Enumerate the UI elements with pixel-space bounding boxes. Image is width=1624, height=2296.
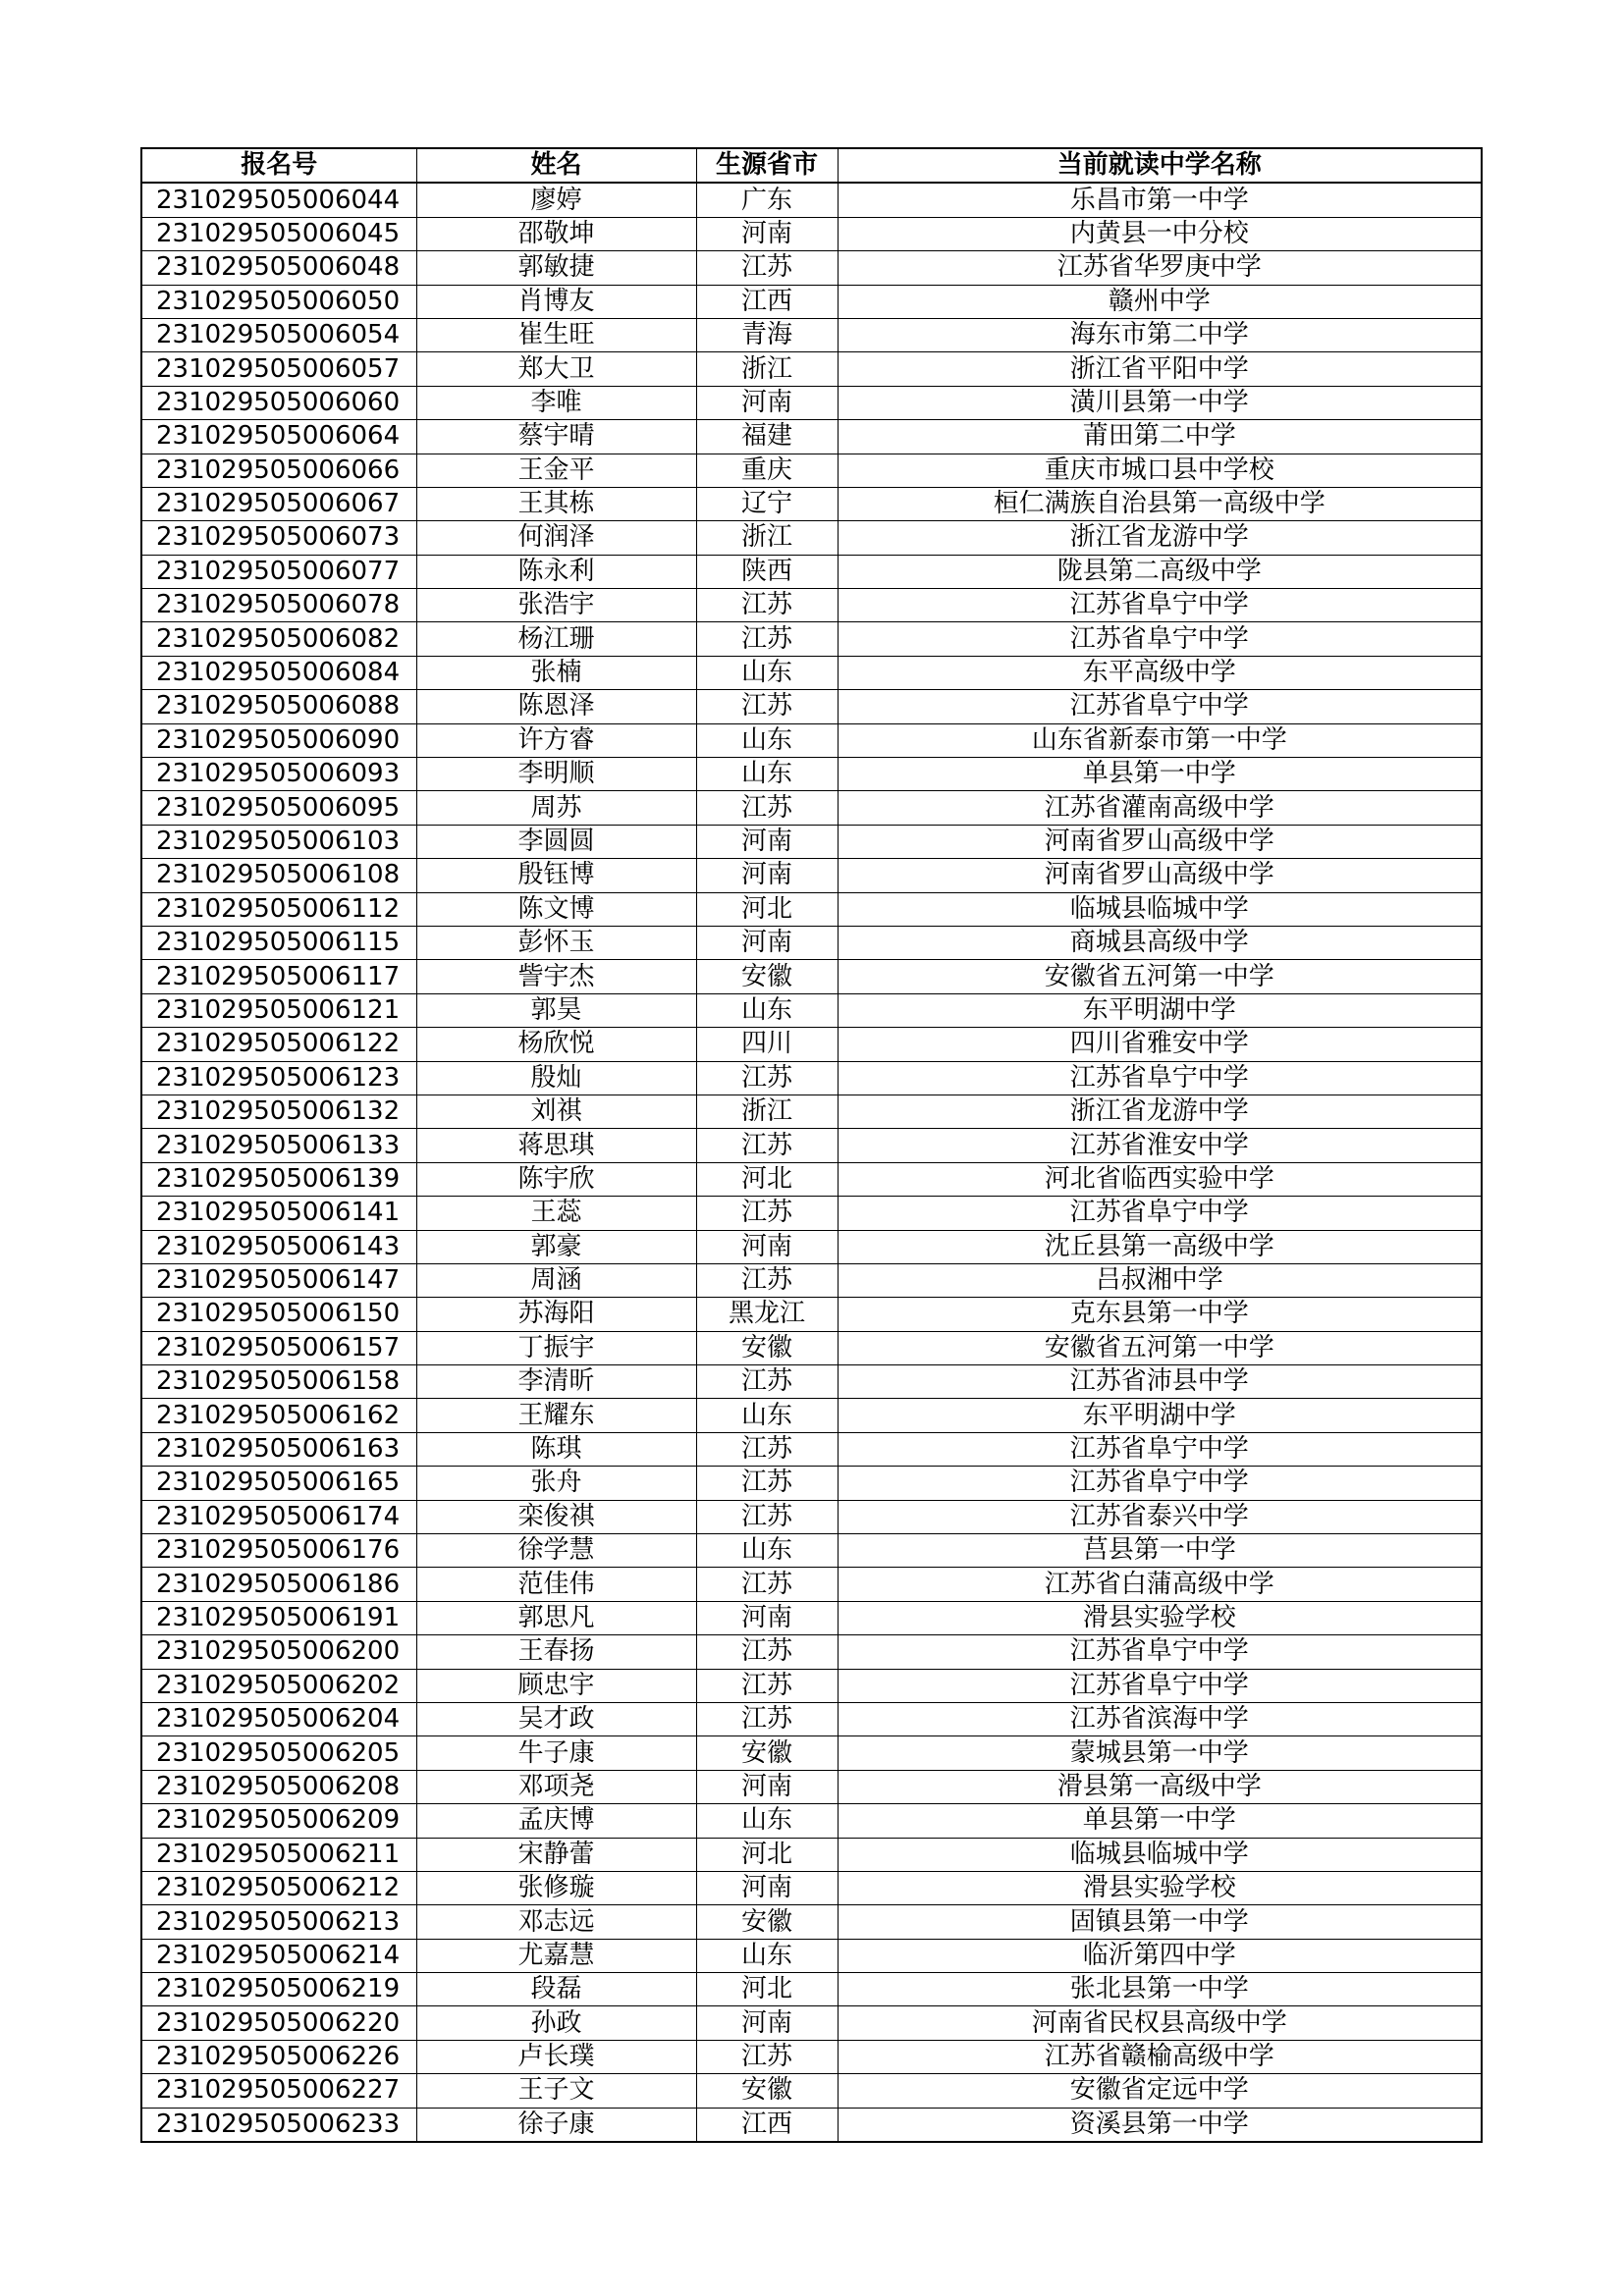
student-name-cell: 殷钰博 bbox=[416, 859, 696, 892]
school-name-cell: 河北省临西实验中学 bbox=[838, 1162, 1482, 1196]
school-name-cell: 临城县临城中学 bbox=[838, 892, 1482, 926]
student-name-cell: 郭思凡 bbox=[416, 1601, 696, 1634]
student-name-cell: 陈琪 bbox=[416, 1432, 696, 1466]
student-name-cell: 訾宇杰 bbox=[416, 960, 696, 993]
school-name-cell: 安徽省五河第一中学 bbox=[838, 960, 1482, 993]
table-row bbox=[141, 454, 1482, 487]
school-name-cell: 滑县实验学校 bbox=[838, 1871, 1482, 1904]
school-name-cell: 浙江省龙游中学 bbox=[838, 1095, 1482, 1128]
registration-number-cell: 231029505006115 bbox=[141, 926, 416, 959]
table-row bbox=[141, 1467, 1482, 1500]
table-row bbox=[141, 2074, 1482, 2108]
table-row bbox=[141, 352, 1482, 386]
student-name-cell: 吴才政 bbox=[416, 1702, 696, 1735]
registration-number-cell: 231029505006202 bbox=[141, 1669, 416, 1702]
table-row bbox=[141, 2040, 1482, 2073]
table-row bbox=[141, 1129, 1482, 1162]
province-cell: 江苏 bbox=[696, 1669, 838, 1702]
province-cell: 江苏 bbox=[696, 2040, 838, 2073]
registration-number-cell: 231029505006048 bbox=[141, 251, 416, 285]
table-row bbox=[141, 926, 1482, 959]
school-name-cell: 潢川县第一中学 bbox=[838, 386, 1482, 419]
province-cell: 山东 bbox=[696, 723, 838, 757]
school-name-cell: 张北县第一中学 bbox=[838, 1973, 1482, 2006]
student-name-cell: 王其栋 bbox=[416, 487, 696, 520]
province-cell: 山东 bbox=[696, 1534, 838, 1568]
school-name-cell: 山东省新泰市第一中学 bbox=[838, 723, 1482, 757]
registration-number-cell: 231029505006174 bbox=[141, 1500, 416, 1533]
province-cell: 江苏 bbox=[696, 1500, 838, 1533]
student-name-cell: 刘祺 bbox=[416, 1095, 696, 1128]
registration-number-cell: 231029505006067 bbox=[141, 487, 416, 520]
province-cell: 浙江 bbox=[696, 521, 838, 555]
province-cell: 河南 bbox=[696, 1871, 838, 1904]
registration-number-cell: 231029505006077 bbox=[141, 555, 416, 588]
province-cell: 江苏 bbox=[696, 622, 838, 656]
student-name-cell: 宋静蕾 bbox=[416, 1838, 696, 1871]
province-cell: 河南 bbox=[696, 2006, 838, 2040]
registration-number-cell: 231029505006213 bbox=[141, 1905, 416, 1939]
school-name-cell: 江苏省灌南高级中学 bbox=[838, 791, 1482, 825]
table-row bbox=[141, 622, 1482, 656]
province-cell: 浙江 bbox=[696, 352, 838, 386]
table-row bbox=[141, 1365, 1482, 1399]
student-name-cell: 徐学慧 bbox=[416, 1534, 696, 1568]
student-name-cell: 尤嘉慧 bbox=[416, 1939, 696, 1972]
table-row bbox=[141, 1028, 1482, 1061]
registration-number-cell: 231029505006165 bbox=[141, 1467, 416, 1500]
registration-number-cell: 231029505006150 bbox=[141, 1298, 416, 1331]
registration-number-cell: 231029505006112 bbox=[141, 892, 416, 926]
school-name-cell: 江苏省赣榆高级中学 bbox=[838, 2040, 1482, 2073]
header-registration-number: 报名号 bbox=[141, 148, 416, 183]
registration-number-cell: 231029505006108 bbox=[141, 859, 416, 892]
province-cell: 重庆 bbox=[696, 454, 838, 487]
registration-number-cell: 231029505006186 bbox=[141, 1568, 416, 1601]
student-name-cell: 肖博友 bbox=[416, 285, 696, 318]
registration-number-cell: 231029505006132 bbox=[141, 1095, 416, 1128]
registration-number-cell: 231029505006204 bbox=[141, 1702, 416, 1735]
province-cell: 辽宁 bbox=[696, 487, 838, 520]
province-cell: 河南 bbox=[696, 825, 838, 858]
student-name-cell: 何润泽 bbox=[416, 521, 696, 555]
table-row bbox=[141, 1669, 1482, 1702]
table-row bbox=[141, 1432, 1482, 1466]
school-name-cell: 浙江省平阳中学 bbox=[838, 352, 1482, 386]
school-name-cell: 赣州中学 bbox=[838, 285, 1482, 318]
student-name-cell: 苏海阳 bbox=[416, 1298, 696, 1331]
province-cell: 山东 bbox=[696, 1939, 838, 1972]
table-row bbox=[141, 2108, 1482, 2142]
student-name-cell: 王子文 bbox=[416, 2074, 696, 2108]
province-cell: 黑龙江 bbox=[696, 1298, 838, 1331]
school-name-cell: 桓仁满族自治县第一高级中学 bbox=[838, 487, 1482, 520]
student-name-cell: 邓项尧 bbox=[416, 1770, 696, 1803]
province-cell: 浙江 bbox=[696, 1095, 838, 1128]
table-row bbox=[141, 825, 1482, 858]
province-cell: 江苏 bbox=[696, 791, 838, 825]
student-name-cell: 王蕊 bbox=[416, 1197, 696, 1230]
student-name-cell: 邵敬坤 bbox=[416, 217, 696, 250]
school-name-cell: 江苏省阜宁中学 bbox=[838, 1669, 1482, 1702]
province-cell: 安徽 bbox=[696, 1736, 838, 1770]
table-row bbox=[141, 1568, 1482, 1601]
registration-number-cell: 231029505006060 bbox=[141, 386, 416, 419]
student-name-cell: 郭昊 bbox=[416, 993, 696, 1027]
table-row bbox=[141, 1061, 1482, 1095]
table-row bbox=[141, 1770, 1482, 1803]
school-name-cell: 河南省罗山高级中学 bbox=[838, 825, 1482, 858]
table-row bbox=[141, 1331, 1482, 1364]
student-name-cell: 李唯 bbox=[416, 386, 696, 419]
school-name-cell: 河南省民权县高级中学 bbox=[838, 2006, 1482, 2040]
school-name-cell: 沈丘县第一高级中学 bbox=[838, 1230, 1482, 1263]
registration-number-cell: 231029505006147 bbox=[141, 1263, 416, 1297]
table-row bbox=[141, 1298, 1482, 1331]
registration-number-cell: 231029505006212 bbox=[141, 1871, 416, 1904]
registration-number-cell: 231029505006121 bbox=[141, 993, 416, 1027]
registration-number-cell: 231029505006219 bbox=[141, 1973, 416, 2006]
registration-number-cell: 231029505006163 bbox=[141, 1432, 416, 1466]
school-name-cell: 资溪县第一中学 bbox=[838, 2108, 1482, 2142]
registration-number-cell: 231029505006211 bbox=[141, 1838, 416, 1871]
school-name-cell: 江苏省阜宁中学 bbox=[838, 1432, 1482, 1466]
table-row bbox=[141, 1230, 1482, 1263]
province-cell: 江苏 bbox=[696, 251, 838, 285]
table-row bbox=[141, 656, 1482, 689]
table-row bbox=[141, 1736, 1482, 1770]
province-cell: 河南 bbox=[696, 859, 838, 892]
table-row bbox=[141, 1197, 1482, 1230]
registration-number-cell: 231029505006090 bbox=[141, 723, 416, 757]
table-row bbox=[141, 993, 1482, 1027]
table-row bbox=[141, 690, 1482, 723]
province-cell: 福建 bbox=[696, 420, 838, 454]
province-cell: 山东 bbox=[696, 758, 838, 791]
registration-number-cell: 231029505006054 bbox=[141, 318, 416, 351]
table-row bbox=[141, 1500, 1482, 1533]
school-name-cell: 江苏省沛县中学 bbox=[838, 1365, 1482, 1399]
student-name-cell: 孟庆博 bbox=[416, 1804, 696, 1838]
registration-number-cell: 231029505006209 bbox=[141, 1804, 416, 1838]
student-name-cell: 丁振宇 bbox=[416, 1331, 696, 1364]
table-row bbox=[141, 251, 1482, 285]
student-name-cell: 崔生旺 bbox=[416, 318, 696, 351]
school-name-cell: 蒙城县第一中学 bbox=[838, 1736, 1482, 1770]
table-row bbox=[141, 555, 1482, 588]
school-name-cell: 东平明湖中学 bbox=[838, 993, 1482, 1027]
registration-number-cell: 231029505006233 bbox=[141, 2108, 416, 2142]
school-name-cell: 莆田第二中学 bbox=[838, 420, 1482, 454]
school-name-cell: 商城县高级中学 bbox=[838, 926, 1482, 959]
province-cell: 河北 bbox=[696, 892, 838, 926]
school-name-cell: 江苏省阜宁中学 bbox=[838, 622, 1482, 656]
province-cell: 河南 bbox=[696, 1770, 838, 1803]
table-row bbox=[141, 420, 1482, 454]
table-row bbox=[141, 1702, 1482, 1735]
table-row bbox=[141, 2006, 1482, 2040]
registration-number-cell: 231029505006143 bbox=[141, 1230, 416, 1263]
school-name-cell: 江苏省阜宁中学 bbox=[838, 589, 1482, 622]
province-cell: 江苏 bbox=[696, 1365, 838, 1399]
school-name-cell: 单县第一中学 bbox=[838, 1804, 1482, 1838]
table-row bbox=[141, 1871, 1482, 1904]
registration-number-cell: 231029505006139 bbox=[141, 1162, 416, 1196]
student-name-cell: 廖婷 bbox=[416, 183, 696, 217]
table-row bbox=[141, 859, 1482, 892]
province-cell: 安徽 bbox=[696, 1905, 838, 1939]
table-row bbox=[141, 183, 1482, 217]
student-name-cell: 栾俊祺 bbox=[416, 1500, 696, 1533]
registration-number-cell: 231029505006073 bbox=[141, 521, 416, 555]
province-cell: 广东 bbox=[696, 183, 838, 217]
student-name-cell: 蔡宇晴 bbox=[416, 420, 696, 454]
registration-number-cell: 231029505006214 bbox=[141, 1939, 416, 1972]
school-name-cell: 浙江省龙游中学 bbox=[838, 521, 1482, 555]
province-cell: 安徽 bbox=[696, 960, 838, 993]
school-name-cell: 江苏省阜宁中学 bbox=[838, 1467, 1482, 1500]
table-row bbox=[141, 1263, 1482, 1297]
student-name-cell: 王耀东 bbox=[416, 1399, 696, 1432]
province-cell: 江苏 bbox=[696, 1702, 838, 1735]
registration-number-cell: 231029505006227 bbox=[141, 2074, 416, 2108]
province-cell: 江苏 bbox=[696, 589, 838, 622]
registration-number-cell: 231029505006095 bbox=[141, 791, 416, 825]
student-name-cell: 彭怀玉 bbox=[416, 926, 696, 959]
table-row bbox=[141, 1162, 1482, 1196]
student-name-cell: 杨欣悦 bbox=[416, 1028, 696, 1061]
province-cell: 江苏 bbox=[696, 1263, 838, 1297]
table-row bbox=[141, 1838, 1482, 1871]
school-name-cell: 江苏省阜宁中学 bbox=[838, 1635, 1482, 1669]
province-cell: 河南 bbox=[696, 217, 838, 250]
student-table bbox=[140, 147, 1483, 2143]
school-name-cell: 固镇县第一中学 bbox=[838, 1905, 1482, 1939]
school-name-cell: 安徽省定远中学 bbox=[838, 2074, 1482, 2108]
table-row bbox=[141, 487, 1482, 520]
student-name-cell: 孙政 bbox=[416, 2006, 696, 2040]
student-name-cell: 周苏 bbox=[416, 791, 696, 825]
province-cell: 青海 bbox=[696, 318, 838, 351]
table-row bbox=[141, 1095, 1482, 1128]
student-name-cell: 陈恩泽 bbox=[416, 690, 696, 723]
student-name-cell: 范佳伟 bbox=[416, 1568, 696, 1601]
header-province: 生源省市 bbox=[696, 148, 838, 183]
table-row bbox=[141, 1534, 1482, 1568]
province-cell: 安徽 bbox=[696, 1331, 838, 1364]
province-cell: 陕西 bbox=[696, 555, 838, 588]
student-name-cell: 李清昕 bbox=[416, 1365, 696, 1399]
school-name-cell: 滑县实验学校 bbox=[838, 1601, 1482, 1634]
province-cell: 河南 bbox=[696, 926, 838, 959]
school-name-cell: 江苏省泰兴中学 bbox=[838, 1500, 1482, 1533]
registration-number-cell: 231029505006158 bbox=[141, 1365, 416, 1399]
school-name-cell: 内黄县一中分校 bbox=[838, 217, 1482, 250]
registration-number-cell: 231029505006066 bbox=[141, 454, 416, 487]
registration-number-cell: 231029505006093 bbox=[141, 758, 416, 791]
school-name-cell: 乐昌市第一中学 bbox=[838, 183, 1482, 217]
table-row bbox=[141, 1973, 1482, 2006]
table-row bbox=[141, 758, 1482, 791]
school-name-cell: 陇县第二高级中学 bbox=[838, 555, 1482, 588]
registration-number-cell: 231029505006191 bbox=[141, 1601, 416, 1634]
province-cell: 江苏 bbox=[696, 1635, 838, 1669]
student-name-cell: 郭豪 bbox=[416, 1230, 696, 1263]
province-cell: 江西 bbox=[696, 2108, 838, 2142]
table-row bbox=[141, 723, 1482, 757]
table-header-row bbox=[141, 148, 1482, 183]
province-cell: 江苏 bbox=[696, 1061, 838, 1095]
province-cell: 江苏 bbox=[696, 1467, 838, 1500]
school-name-cell: 海东市第二中学 bbox=[838, 318, 1482, 351]
registration-number-cell: 231029505006064 bbox=[141, 420, 416, 454]
province-cell: 山东 bbox=[696, 1804, 838, 1838]
student-name-cell: 王春扬 bbox=[416, 1635, 696, 1669]
student-name-cell: 牛子康 bbox=[416, 1736, 696, 1770]
student-name-cell: 张楠 bbox=[416, 656, 696, 689]
province-cell: 河北 bbox=[696, 1838, 838, 1871]
student-name-cell: 卢长璞 bbox=[416, 2040, 696, 2073]
registration-number-cell: 231029505006050 bbox=[141, 285, 416, 318]
student-name-cell: 李明顺 bbox=[416, 758, 696, 791]
student-name-cell: 徐子康 bbox=[416, 2108, 696, 2142]
province-cell: 河南 bbox=[696, 386, 838, 419]
student-name-cell: 蒋思琪 bbox=[416, 1129, 696, 1162]
table-row bbox=[141, 1939, 1482, 1972]
student-name-cell: 顾忠宇 bbox=[416, 1669, 696, 1702]
province-cell: 山东 bbox=[696, 656, 838, 689]
school-name-cell: 江苏省阜宁中学 bbox=[838, 1061, 1482, 1095]
registration-number-cell: 231029505006162 bbox=[141, 1399, 416, 1432]
school-name-cell: 东平明湖中学 bbox=[838, 1399, 1482, 1432]
student-name-cell: 张修璇 bbox=[416, 1871, 696, 1904]
province-cell: 河北 bbox=[696, 1973, 838, 2006]
student-name-cell: 陈宇欣 bbox=[416, 1162, 696, 1196]
student-name-cell: 杨江珊 bbox=[416, 622, 696, 656]
province-cell: 江苏 bbox=[696, 690, 838, 723]
table-row bbox=[141, 1905, 1482, 1939]
student-name-cell: 殷灿 bbox=[416, 1061, 696, 1095]
school-name-cell: 江苏省阜宁中学 bbox=[838, 690, 1482, 723]
school-name-cell: 江苏省滨海中学 bbox=[838, 1702, 1482, 1735]
school-name-cell: 滑县第一高级中学 bbox=[838, 1770, 1482, 1803]
student-name-cell: 周涵 bbox=[416, 1263, 696, 1297]
table-row bbox=[141, 318, 1482, 351]
registration-number-cell: 231029505006157 bbox=[141, 1331, 416, 1364]
registration-number-cell: 231029505006122 bbox=[141, 1028, 416, 1061]
student-name-cell: 段磊 bbox=[416, 1973, 696, 2006]
registration-number-cell: 231029505006141 bbox=[141, 1197, 416, 1230]
registration-number-cell: 231029505006117 bbox=[141, 960, 416, 993]
registration-number-cell: 231029505006208 bbox=[141, 1770, 416, 1803]
registration-number-cell: 231029505006123 bbox=[141, 1061, 416, 1095]
province-cell: 安徽 bbox=[696, 2074, 838, 2108]
table-row bbox=[141, 1804, 1482, 1838]
table-row bbox=[141, 892, 1482, 926]
table-row bbox=[141, 589, 1482, 622]
table-row bbox=[141, 960, 1482, 993]
table-row bbox=[141, 386, 1482, 419]
province-cell: 河北 bbox=[696, 1162, 838, 1196]
school-name-cell: 江苏省白蒲高级中学 bbox=[838, 1568, 1482, 1601]
registration-number-cell: 231029505006205 bbox=[141, 1736, 416, 1770]
student-name-cell: 邓志远 bbox=[416, 1905, 696, 1939]
registration-number-cell: 231029505006200 bbox=[141, 1635, 416, 1669]
school-name-cell: 莒县第一中学 bbox=[838, 1534, 1482, 1568]
school-name-cell: 河南省罗山高级中学 bbox=[838, 859, 1482, 892]
header-school-name: 当前就读中学名称 bbox=[838, 148, 1482, 183]
table-body bbox=[141, 183, 1482, 2142]
table-row bbox=[141, 1601, 1482, 1634]
school-name-cell: 克东县第一中学 bbox=[838, 1298, 1482, 1331]
province-cell: 山东 bbox=[696, 993, 838, 1027]
school-name-cell: 单县第一中学 bbox=[838, 758, 1482, 791]
province-cell: 河南 bbox=[696, 1601, 838, 1634]
registration-number-cell: 231029505006133 bbox=[141, 1129, 416, 1162]
registration-number-cell: 231029505006078 bbox=[141, 589, 416, 622]
province-cell: 江苏 bbox=[696, 1197, 838, 1230]
registration-number-cell: 231029505006045 bbox=[141, 217, 416, 250]
registration-number-cell: 231029505006088 bbox=[141, 690, 416, 723]
registration-number-cell: 231029505006176 bbox=[141, 1534, 416, 1568]
province-cell: 河南 bbox=[696, 1230, 838, 1263]
student-name-cell: 张浩宇 bbox=[416, 589, 696, 622]
school-name-cell: 四川省雅安中学 bbox=[838, 1028, 1482, 1061]
province-cell: 江苏 bbox=[696, 1432, 838, 1466]
province-cell: 山东 bbox=[696, 1399, 838, 1432]
student-name-cell: 李圆圆 bbox=[416, 825, 696, 858]
table-row bbox=[141, 521, 1482, 555]
school-name-cell: 吕叔湘中学 bbox=[838, 1263, 1482, 1297]
school-name-cell: 重庆市城口县中学校 bbox=[838, 454, 1482, 487]
registration-number-cell: 231029505006082 bbox=[141, 622, 416, 656]
province-cell: 江苏 bbox=[696, 1568, 838, 1601]
student-name-cell: 郭敏捷 bbox=[416, 251, 696, 285]
registration-number-cell: 231029505006226 bbox=[141, 2040, 416, 2073]
table-row bbox=[141, 285, 1482, 318]
registration-number-cell: 231029505006103 bbox=[141, 825, 416, 858]
header-name: 姓名 bbox=[416, 148, 696, 183]
school-name-cell: 临沂第四中学 bbox=[838, 1939, 1482, 1972]
table-row bbox=[141, 1399, 1482, 1432]
registration-number-cell: 231029505006044 bbox=[141, 183, 416, 217]
registration-number-cell: 231029505006084 bbox=[141, 656, 416, 689]
province-cell: 四川 bbox=[696, 1028, 838, 1061]
province-cell: 江西 bbox=[696, 285, 838, 318]
province-cell: 江苏 bbox=[696, 1129, 838, 1162]
student-name-cell: 陈永利 bbox=[416, 555, 696, 588]
school-name-cell: 安徽省五河第一中学 bbox=[838, 1331, 1482, 1364]
student-name-cell: 张舟 bbox=[416, 1467, 696, 1500]
school-name-cell: 江苏省阜宁中学 bbox=[838, 1197, 1482, 1230]
school-name-cell: 东平高级中学 bbox=[838, 656, 1482, 689]
school-name-cell: 江苏省淮安中学 bbox=[838, 1129, 1482, 1162]
table-row bbox=[141, 217, 1482, 250]
student-name-cell: 王金平 bbox=[416, 454, 696, 487]
student-name-cell: 陈文博 bbox=[416, 892, 696, 926]
table-row bbox=[141, 1635, 1482, 1669]
student-name-cell: 许方睿 bbox=[416, 723, 696, 757]
student-name-cell: 郑大卫 bbox=[416, 352, 696, 386]
school-name-cell: 江苏省华罗庚中学 bbox=[838, 251, 1482, 285]
registration-number-cell: 231029505006057 bbox=[141, 352, 416, 386]
registration-number-cell: 231029505006220 bbox=[141, 2006, 416, 2040]
table-row bbox=[141, 791, 1482, 825]
school-name-cell: 临城县临城中学 bbox=[838, 1838, 1482, 1871]
